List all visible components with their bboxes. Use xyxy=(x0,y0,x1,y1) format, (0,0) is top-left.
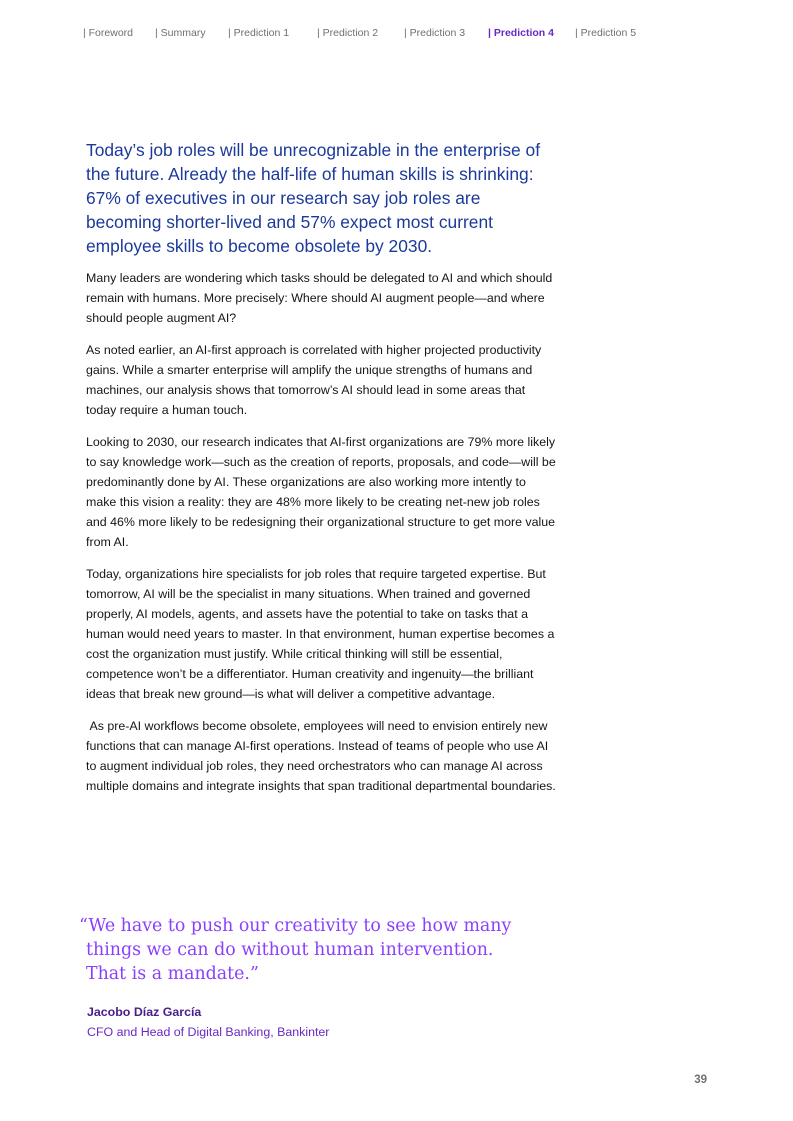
body-paragraph: Today, organizations hire specialists for job roles that require targeted expertise. But tomorrow, AI will be the specialist in many situations. When trained and governed properly, AI models, agents, and assets have the potential to take on tasks that a human would need years to master. In that environment, human expertise becomes a cost the organization must justify. While critical thinking will still be essential, competence won’t be a differentiator. Human creativity and ingenuity—the brilliant ideas that break new ground—is what will deliver a competitive advantage. xyxy=(86,567,555,701)
quote-author: Jacobo Díaz García xyxy=(87,1005,202,1019)
section-navigation xyxy=(83,26,723,40)
quote-line: That is a mandate.” xyxy=(86,964,259,984)
body-text xyxy=(86,268,556,808)
nav-prediction-2[interactable]: | Prediction 2 xyxy=(317,27,379,39)
body-paragraph: As pre-AI workflows become obsolete, employees will need to envision entirely new functions that can manage AI-first operations. Instead of teams of people who use AI to augment individual job roles, they need orchestrators who can manage AI across multiple domains and integrate insights that span traditional departmental boundaries. xyxy=(86,719,556,793)
nav-prediction-1[interactable]: | Prediction 1 xyxy=(228,27,290,39)
nav-summary[interactable]: | Summary xyxy=(155,27,206,39)
page-number: 39 xyxy=(694,1074,707,1086)
body-paragraph: Many leaders are wondering which tasks should be delegated to AI and which should remain with humans. More precisely: Where should AI augment people—and where should people augment AI? xyxy=(86,271,553,325)
quote-line: “We have to push our creativity to see how many xyxy=(79,916,512,936)
nav-prediction-4[interactable]: | Prediction 4 xyxy=(488,27,554,39)
nav-foreword[interactable]: | Foreword xyxy=(83,27,133,39)
quote-author-title: CFO and Head of Digital Banking, Bankinter xyxy=(87,1025,330,1039)
nav-prediction-3[interactable]: | Prediction 3 xyxy=(404,27,466,39)
lead-paragraph: Today’s job roles will be unrecognizable in the enterprise of the future. Already the half-life of human skills is shrinking: 67% of executives in our research say job roles are becoming shorter-lived and 57% expect most current employee skills to become obsolete by 2030. xyxy=(86,140,541,256)
nav-prediction-5[interactable]: | Prediction 5 xyxy=(575,27,637,39)
quote-line: things we can do without human intervention. xyxy=(86,940,494,960)
body-paragraph: As noted earlier, an AI-first approach is correlated with higher projected productivity gains. While a smarter enterprise will amplify the unique strengths of humans and machines, our analysis shows that tomorrow’s AI should lead in some areas that today require a human touch. xyxy=(86,343,542,417)
body-paragraph: Looking to 2030, our research indicates that AI-first organizations are 79% more likely to say knowledge work—such as the creation of reports, proposals, and code—will be predominantly done by AI. These organizations are also working more intently to make this vision a reality: they are 48% more likely to be creating net-new job roles and 46% more likely to be redesigning their organizational structure to get more value from AI. xyxy=(86,435,556,549)
pull-quote xyxy=(79,914,512,986)
